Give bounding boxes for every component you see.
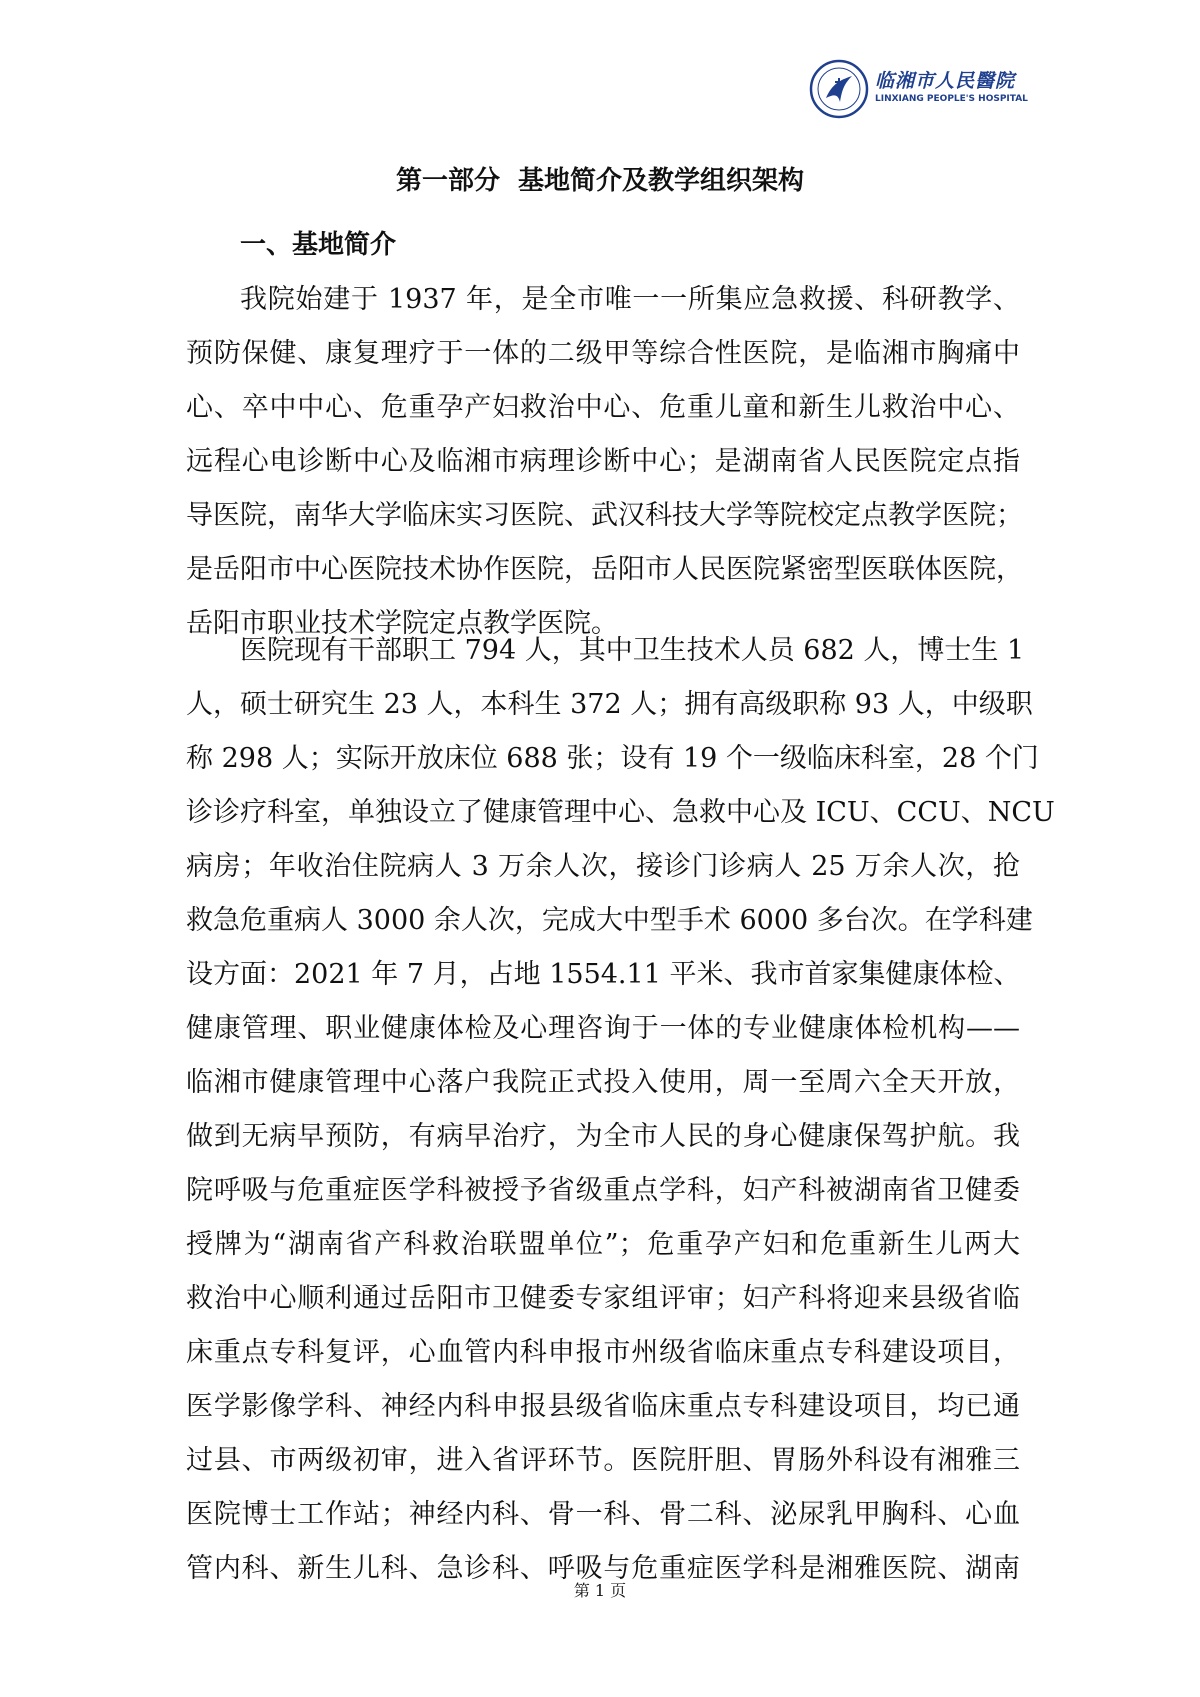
section-heading: 一、基地简介 xyxy=(240,230,397,260)
text-line: 预防保健、康复理疗于一体的二级甲等综合性医院，是临湘市胸痛中 xyxy=(186,338,1020,369)
text-line: 院呼吸与危重症医学科被授予省级重点学科，妇产科被湖南省卫健委 xyxy=(186,1175,1020,1206)
text-line: 救急危重病人 3000 余人次，完成大中型手术 6000 多台次。在学科建 xyxy=(186,905,1033,936)
text-line: 诊诊疗科室，单独设立了健康管理中心、急救中心及 ICU、CCU、NCU xyxy=(186,797,1055,828)
text-line: 医学影像学科、神经内科申报县级省临床重点专科建设项目，均已通 xyxy=(186,1391,1020,1422)
text-line: 病房；年收治住院病人 3 万余人次，接诊门诊病人 25 万余人次，抢 xyxy=(186,851,1020,882)
logo-chinese-name: 临湘市人民醫院 xyxy=(875,70,1016,92)
text-line: 是岳阳市中心医院技术协作医院，岳阳市人民医院紧密型医联体医院， xyxy=(186,554,1023,585)
text-line: 授牌为“湖南省产科救治联盟单位”；危重孕产妇和危重新生儿两大 xyxy=(186,1229,1020,1260)
logo-english-name: LINXIANG PEOPLE'S HOSPITAL xyxy=(875,94,1028,104)
text-line: 床重点专科复评，心血管内科申报市州级省临床重点专科建设项目， xyxy=(186,1337,1020,1368)
text-line: 心、卒中中心、危重孕产妇救治中心、危重儿童和新生儿救治中心、 xyxy=(186,392,1020,423)
page-number: 第 1 页 xyxy=(573,1581,627,1600)
text-line: 设方面：2021 年 7 月，占地 1554.11 平米、我市首家集健康体检、 xyxy=(186,959,1021,990)
text-line: 岳阳市职业技术学院定点教学医院。 xyxy=(186,608,618,639)
text-line: 健康管理、职业健康体检及心理咨询于一体的专业健康体检机构—— xyxy=(186,1013,1020,1044)
text-line: 人，硕士研究生 23 人，本科生 372 人；拥有高级职称 93 人，中级职 xyxy=(186,689,1033,720)
text-line: 救治中心顺利通过岳阳市卫健委专家组评审；妇产科将迎来县级省临 xyxy=(186,1283,1020,1314)
text-line: 管内科、新生儿科、急诊科、呼吸与危重症医学科是湘雅医院、湖南 xyxy=(186,1553,1020,1584)
paragraph-staffing xyxy=(186,624,1055,1596)
text-line: 过县、市两级初审，进入省评环节。医院肝胆、胃肠外科设有湘雅三 xyxy=(186,1445,1020,1476)
text-line: 远程心电诊断中心及临湘市病理诊断中心；是湖南省人民医院定点指 xyxy=(186,446,1020,477)
text-line: 称 298 人；实际开放床位 688 张；设有 19 个一级临床科室，28 个门 xyxy=(186,743,1039,774)
text-line: 临湘市健康管理中心落户我院正式投入使用，周一至周六全天开放， xyxy=(186,1067,1020,1098)
hospital-emblem-icon xyxy=(808,58,870,120)
text-line: 医院现有干部职工 794 人，其中卫生技术人员 682 人，博士生 1 xyxy=(240,635,1025,666)
paragraph-introduction xyxy=(186,273,1023,651)
part-title: 第一部分 基地简介及教学组织架构 xyxy=(395,166,805,196)
text-line: 导医院，南华大学临床实习医院、武汉科技大学等院校定点教学医院； xyxy=(186,500,1023,531)
hospital-logo xyxy=(808,58,1028,120)
text-line: 做到无病早预防，有病早治疗，为全市人民的身心健康保驾护航。我 xyxy=(186,1121,1020,1152)
text-line: 我院始建于 1937 年，是全市唯一一所集应急救援、科研教学、 xyxy=(240,284,1020,315)
text-line: 医院博士工作站；神经内科、骨一科、骨二科、泌尿乳甲胸科、心血 xyxy=(186,1499,1020,1530)
